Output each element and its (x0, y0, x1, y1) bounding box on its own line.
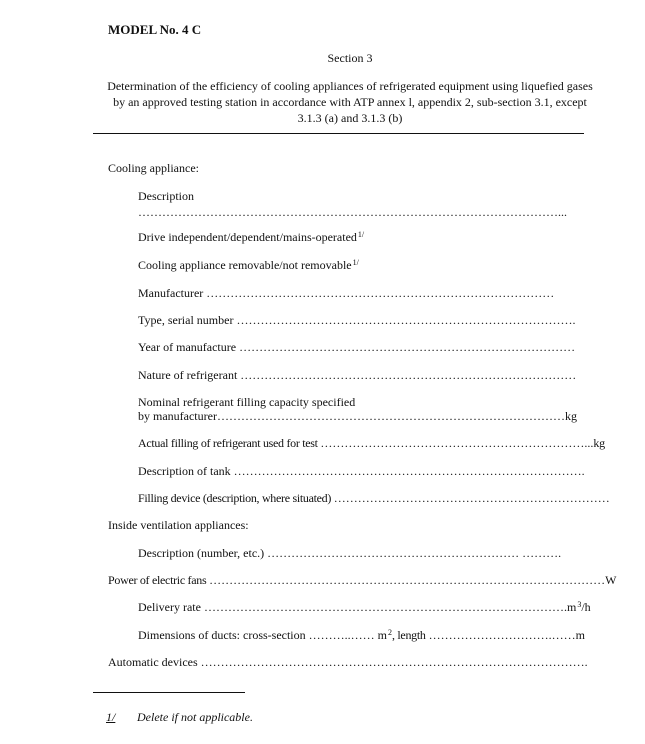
ventilation-description-dots: ……………………………………………………… ………. (267, 546, 562, 560)
unit-m: m (575, 628, 585, 642)
cooling-appliance-heading: Cooling appliance: (108, 161, 199, 175)
refrigerant-dots: ………………………………………………………………………… (240, 368, 577, 382)
length-dots: ………………………….…… (428, 628, 576, 642)
footnote-ref: 1/ (357, 230, 365, 239)
nominal-label-line1: Nominal refrigerant filling capacity specified (138, 395, 356, 409)
drive-label: Drive independent/dependent/mains-operated (138, 230, 357, 244)
type-serial-field[interactable] (138, 313, 575, 328)
fan-power-dots: ……………………………………………………………………………………… (209, 573, 606, 587)
unit-kg: kg (564, 409, 577, 423)
unit-m2: $m^2$ (377, 628, 392, 642)
manufacturer-dots: …………………………………………………………………………… (206, 286, 555, 300)
removable-label: Cooling appliance removable/not removable (138, 258, 352, 272)
section-title: Section 3 (327, 51, 373, 65)
type-serial-dots: …………………………………………………………………………. (236, 313, 576, 327)
unit-kg: kg (593, 436, 605, 450)
nominal-filling-field[interactable] (138, 409, 577, 424)
filling-device-label: Filling device (description, where situated) (138, 491, 332, 505)
footnote-ref: 1/ (352, 258, 359, 267)
delivery-rate-label: Delivery rate (138, 600, 201, 614)
model-number: MODEL No. 4 C (108, 22, 202, 37)
duct-dimensions-label: Dimensions of ducts: cross-section (138, 628, 306, 642)
automatic-devices-label: Automatic devices (108, 655, 198, 669)
filling-device-field[interactable] (138, 491, 610, 506)
tank-dots: ……………………………………………………………………………. (233, 464, 585, 478)
year-label: Year of manufacture (138, 340, 237, 354)
actual-filling-dots: …………………………………………………………... (320, 436, 594, 450)
length-label: , length (392, 628, 426, 642)
year-dots: ………………………………………………………………………… (239, 340, 576, 354)
footnote-mark: 1/ (106, 710, 116, 724)
nominal-label-line2: by manufacturer (138, 409, 217, 423)
filling-device-dots: …………………………………………………………… (333, 491, 610, 505)
fan-power-field[interactable] (108, 573, 616, 588)
duct-dimensions-field[interactable] (138, 628, 585, 643)
manufacturer-field[interactable] (138, 286, 554, 301)
delivery-rate-dots: ………………………………………………………………………………. (203, 600, 567, 614)
removable-field[interactable] (138, 258, 359, 273)
tank-field[interactable] (138, 464, 585, 479)
cross-section-dots: ………..…… (308, 628, 375, 642)
year-field[interactable] (138, 340, 575, 355)
refrigerant-field[interactable] (138, 368, 576, 383)
ventilation-description-field[interactable] (138, 546, 561, 561)
footnote-text: Delete if not applicable. (137, 710, 253, 724)
drive-field[interactable] (138, 230, 364, 245)
header-divider (93, 133, 584, 134)
automatic-devices-field[interactable] (108, 655, 588, 670)
actual-filling-field[interactable] (138, 436, 605, 451)
actual-filling-label: Actual filling of refrigerant used for test (138, 436, 318, 450)
description-field[interactable]: ……………………………………………………………………………………………... (138, 205, 567, 219)
tank-label: Description of tank (138, 464, 231, 478)
refrigerant-label: Nature of refrigerant (138, 368, 238, 382)
type-serial-label: Type, serial number (138, 313, 234, 327)
manufacturer-label: Manufacturer (138, 286, 204, 300)
fan-power-label: Power of electric fans (108, 573, 207, 587)
description-label: Description (138, 189, 194, 203)
unit-w: W (605, 573, 617, 587)
automatic-devices-dots: ……………………………………………………………………………………. (200, 655, 588, 669)
inside-ventilation-heading: Inside ventilation appliances: (108, 518, 249, 532)
nominal-dots: …………………………………………………………………………… (216, 409, 565, 423)
document-heading: Determination of the efficiency of cooling appliances of refrigerated equipment using liquefied gases by an approved testing station in accordance with ATP annex l, appendix 2, sub-section 3.1, except 3.1.3 (a) and 3.1.3 (b) (107, 79, 593, 125)
footnote-divider (93, 692, 245, 693)
delivery-rate-field[interactable] (138, 600, 591, 615)
ventilation-description-label: Description (number, etc.) (138, 546, 265, 560)
unit-m3h: $m^3/h$ (566, 600, 591, 614)
